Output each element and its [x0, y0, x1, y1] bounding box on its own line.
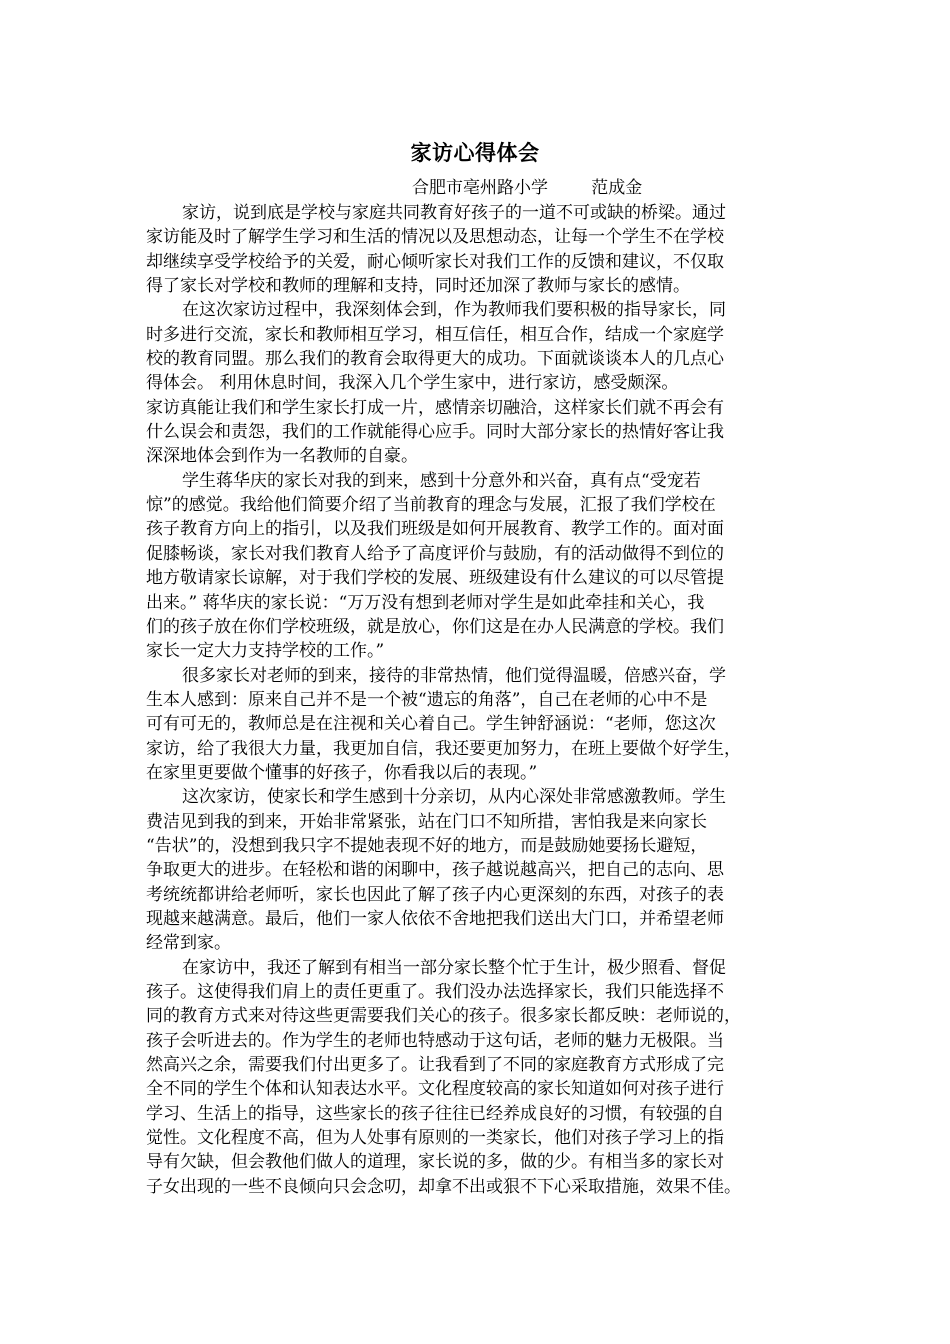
text-line: 孩子教育方向上的指引，以及我们班级是如何开展教育、教学工作的。面对面 — [146, 519, 724, 540]
text-line: 得体会。 利用休息时间，我深入几个学生家中，进行家访，感受颇深。 — [146, 373, 679, 394]
text-line: 学习、生活上的指导，这些家长的孩子往往已经养成良好的习惯，有较强的自 — [146, 1103, 724, 1124]
text-line: 却继续享受学校给予的关爱，耐心倾听家长对我们工作的反馈和建议，不仅取 — [146, 251, 724, 272]
text-line: 在这次家访过程中，我深刻体会到，作为教师我们要积极的指导家长，同 — [182, 300, 726, 321]
text-line: 家访，给了我很大力量，我更加自信，我还要更加努力，在班上要做个好学生， — [146, 738, 741, 759]
text-line: 家访，说到底是学校与家庭共同教育好孩子的一道不可或缺的桥梁。通过 — [182, 203, 726, 223]
text-line: 孩子会听进去的。作为学生的老师也特感动于这句话，老师的魅力无极限。当 — [146, 1030, 724, 1051]
text-line: 生本人感到：原来自己并不是一个被“遗忘的角落”，自己在老师的心中不是 — [146, 689, 708, 710]
text-line: 促膝畅谈，家长对我们教育人给予了高度评价与鼓励，有的活动做得不到位的 — [146, 543, 724, 564]
text-line: 争取更大的进步。在轻松和谐的闲聊中，孩子越说越高兴，把自己的志向、思 — [146, 860, 724, 881]
text-line: 在家访中，我还了解到有相当一部分家长整个忙于生计，极少照看、督促 — [182, 957, 726, 978]
text-line: 家访能及时了解学生学习和生活的情况以及思想动态，让每一个学生不在学校 — [146, 227, 724, 248]
text-line: 然高兴之余，需要我们付出更多了。让我看到了不同的家庭教育方式形成了完 — [146, 1055, 724, 1076]
text-line: 什么误会和责怨，我们的工作就能得心应手。同时大部分家长的热情好客让我 — [146, 422, 724, 443]
text-line: 全不同的学生个体和认知表达水平。文化程度较高的家长知道如何对孩子进行 — [146, 1079, 724, 1100]
text-line: 时多进行交流，家长和教师相互学习，相互信任，相互合作，结成一个家庭学 — [146, 324, 724, 345]
document-body — [146, 201, 826, 1199]
text-line: 深深地体会到作为一名教师的自豪。 — [146, 446, 418, 467]
text-line: 惊”的感觉。我给他们简要介绍了当前教育的理念与发展，汇报了我们学校在 — [146, 495, 716, 516]
text-line: 这次家访，使家长和学生感到十分亲切，从内心深处非常感激教师。学生 — [182, 787, 726, 808]
text-line: 家长一定大力支持学校的工作。” — [146, 641, 385, 662]
text-line: 同的教育方式来对待这些更需要我们关心的孩子。很多家长都反映：老师说的， — [146, 1006, 741, 1027]
text-line: 学生蒋华庆的家长对我的到来，感到十分意外和兴奋，真有点“受宠若 — [182, 470, 701, 491]
text-line: 家访真能让我们和学生家长打成一片，感情亲切融洽，这样家长们就不再会有 — [146, 397, 724, 418]
text-line: 们的孩子放在你们学校班级，就是放心，你们这是在办人民满意的学校。我们 — [146, 616, 724, 637]
text-line: 地方敬请家长谅解，对于我们学校的发展、班级建设有什么建议的可以尽管提 — [146, 568, 724, 589]
text-line: “告状”的，没想到我只字不提她表现不好的地方，而是鼓励她要扬长避短， — [146, 835, 708, 856]
text-line: 可有可无的，教师总是在注视和关心着自己。学生钟舒涵说：“老师，您这次 — [146, 714, 716, 735]
text-line: 孩子。这使得我们肩上的责任更重了。我们没办法选择家长，我们只能选择不 — [146, 982, 724, 1002]
text-line: 在家里更要做个懂事的好孩子，你看我以后的表现。” — [146, 762, 538, 783]
text-line: 费洁见到我的到来，开始非常紧张，站在门口不知所措，害怕我是来向家长 — [146, 811, 707, 832]
text-line: 很多家长对老师的到来，接待的非常热情，他们觉得温暖，倍感兴奋，学 — [182, 665, 726, 686]
text-line: 现越来越满意。最后，他们一家人依依不舍地把我们送出大门口，并希望老师 — [146, 908, 724, 929]
text-line: 子女出现的一些不良倾向只会念叨，却拿不出或狠不下心采取措施，效果不佳。 — [146, 1176, 741, 1197]
text-line: 出来。” 蒋华庆的家长说：“万万没有想到老师对学生是如此牵挂和关心，我 — [146, 592, 705, 613]
author-byline: 合肥市亳州路小学 范成金 — [412, 178, 643, 198]
text-line: 校的教育同盟。那么我们的教育会取得更大的成功。下面就谈谈本人的几点心 — [146, 349, 724, 370]
text-line: 得了家长对学校和教师的理解和支持，同时还加深了教师与家长的感情。 — [146, 276, 690, 297]
text-line: 考统统都讲给老师听，家长也因此了解了孩子内心更深刻的东西，对孩子的表 — [146, 884, 724, 905]
document-title: 家访心得体会 — [410, 141, 540, 165]
text-line: 导有欠缺，但会教他们做人的道理，家长说的多，做的少。有相当多的家长对 — [146, 1152, 724, 1173]
text-line: 经常到家。 — [146, 933, 231, 954]
text-line: 觉性。文化程度不高，但为人处事有原则的一类家长，他们对孩子学习上的指 — [146, 1128, 724, 1149]
